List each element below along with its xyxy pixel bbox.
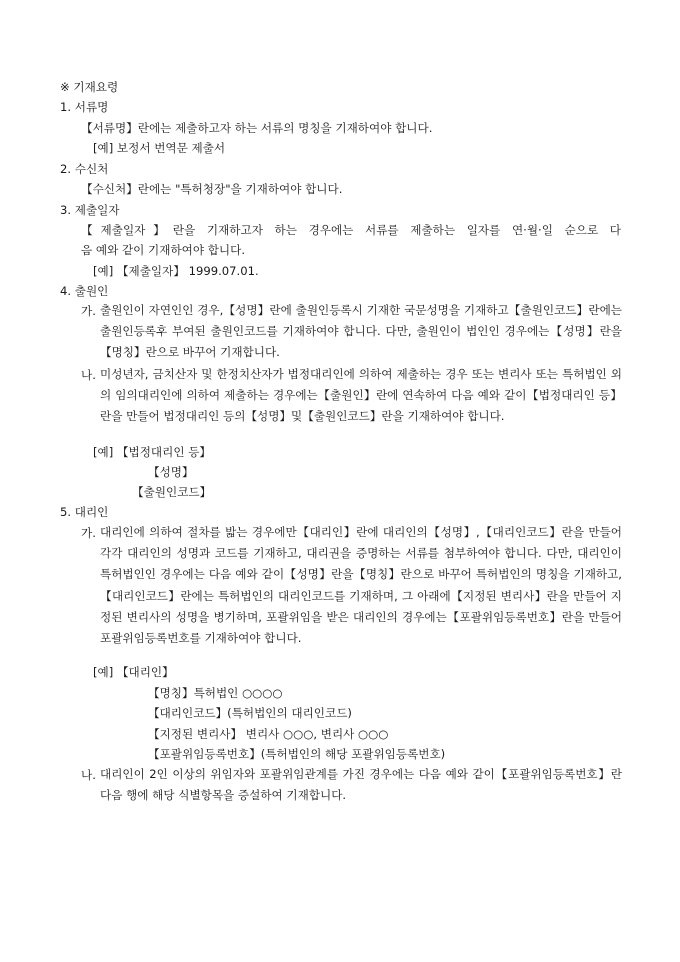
section-5-ga-marker: 가. (81, 526, 96, 540)
section-3-text-line1: 【제출일자】란을 기재하고자 하는 경우에는 서류를 제출하는 일자를 연·월·일 순으로 다 (81, 223, 621, 237)
section-5-na-marker: 나. (81, 768, 96, 782)
section-1-example: [예] 보정서 번역문 제출서 (93, 141, 226, 155)
section-5-example-title: 【명칭】특허법인 ○○○○ (148, 686, 283, 700)
section-2-title: 2. 수신처 (60, 162, 109, 176)
section-4-example-code: 【출원인코드】 (132, 485, 212, 499)
section-5-title: 5. 대리인 (60, 505, 109, 519)
section-4-na-marker: 나. (81, 368, 96, 382)
section-5-na-text: 대리인이 2인 이상의 위임자와 포괄위임관계를 가진 경우에는 다음 예와 같이【포괄위임등록번호】란 다음 행에 해당 식별항목을 증설하여 기재합니다. (100, 767, 622, 803)
guideline-heading: ※ 기재요령 (60, 80, 119, 94)
section-4-na-text: 미성년자, 금치산자 및 한정치산자가 법정대리인에 의하여 제출하는 경우 또는 변리사 또는 특허법인 외의 임의대리인에 의하여 제출하는 경우에는【출원인】란에 연속하여 다음 예와 같이【법정대리인 등】란을 만들어 법정대리인 등의【성명】및【출원인코드】란을 기재하여야 합니다. (100, 367, 622, 424)
section-2-text: 【수신처】란에는 "특허청장"을 기재하여야 합니다. (81, 182, 343, 196)
section-5-example-attorney: 【지정된 변리사】 변리사 ○○○, 변리사 ○○○ (148, 727, 389, 741)
section-5-example-poa: 【포괄위임등록번호】(특허법인의 해당 포괄위임등록번호) (148, 747, 446, 761)
section-3-title: 3. 제출일자 (60, 203, 120, 217)
section-1-text: 【서류명】란에는 제출하고자 하는 서류의 명칭을 기재하여야 합니다. (81, 121, 433, 135)
section-5-ga-text: 대리인에 의하여 절차를 밟는 경우에만【대리인】란에 대리인의【성명】,【대리인코드】란을 만들어 각각 대리인의 성명과 코드를 기재하고, 대리권을 증명하는 서류를 첨부하여야 합니다. 다만, 대리인이 특허법인인 경우에는 다음 예와 같이【성명】란을【명칭】란으로 바꾸어 특허법인의 명칭을 기재하고,【대리인코드】란에는 특허법인의 대리인코드를 기재하며, 그 아래에【지정된 변리사】란을 만들어 지정된 변리사의 성명을 병기하며, 포괄위임을 받은 대리인의 경우에는【포괄위임등록번호】란을 만들어 포괄위임등록번호를 기재하여야 합니다. (100, 525, 622, 646)
section-1-title: 1. 서류명 (60, 100, 109, 114)
section-5-example-code: 【대리인코드】(특허법인의 대리인코드) (148, 706, 352, 720)
section-3-example: [예] 【제출일자】 1999.07.01. (93, 264, 259, 278)
section-4-ga-marker: 가. (81, 304, 96, 318)
section-4-example-name: 【성명】 (148, 465, 194, 479)
section-5-example: [예] 【대리인】 (93, 665, 174, 679)
section-4-example: [예] 【법정대리인 등】 (93, 445, 212, 459)
section-3-text-line2: 음 예와 같이 기재하여야 합니다. (81, 243, 246, 257)
section-4-ga-text: 출원인이 자연인인 경우,【성명】란에 출원인등록시 기재한 국문성명을 기재하고【출원인코드】란에는 출원인등록후 부여된 출원인코드를 기재하여야 합니다. 다만, 출원인이 법인인 경우에는【성명】란을【명칭】란으로 바꾸어 기재합니다. (100, 303, 622, 360)
section-4-title: 4. 출원인 (60, 284, 109, 298)
